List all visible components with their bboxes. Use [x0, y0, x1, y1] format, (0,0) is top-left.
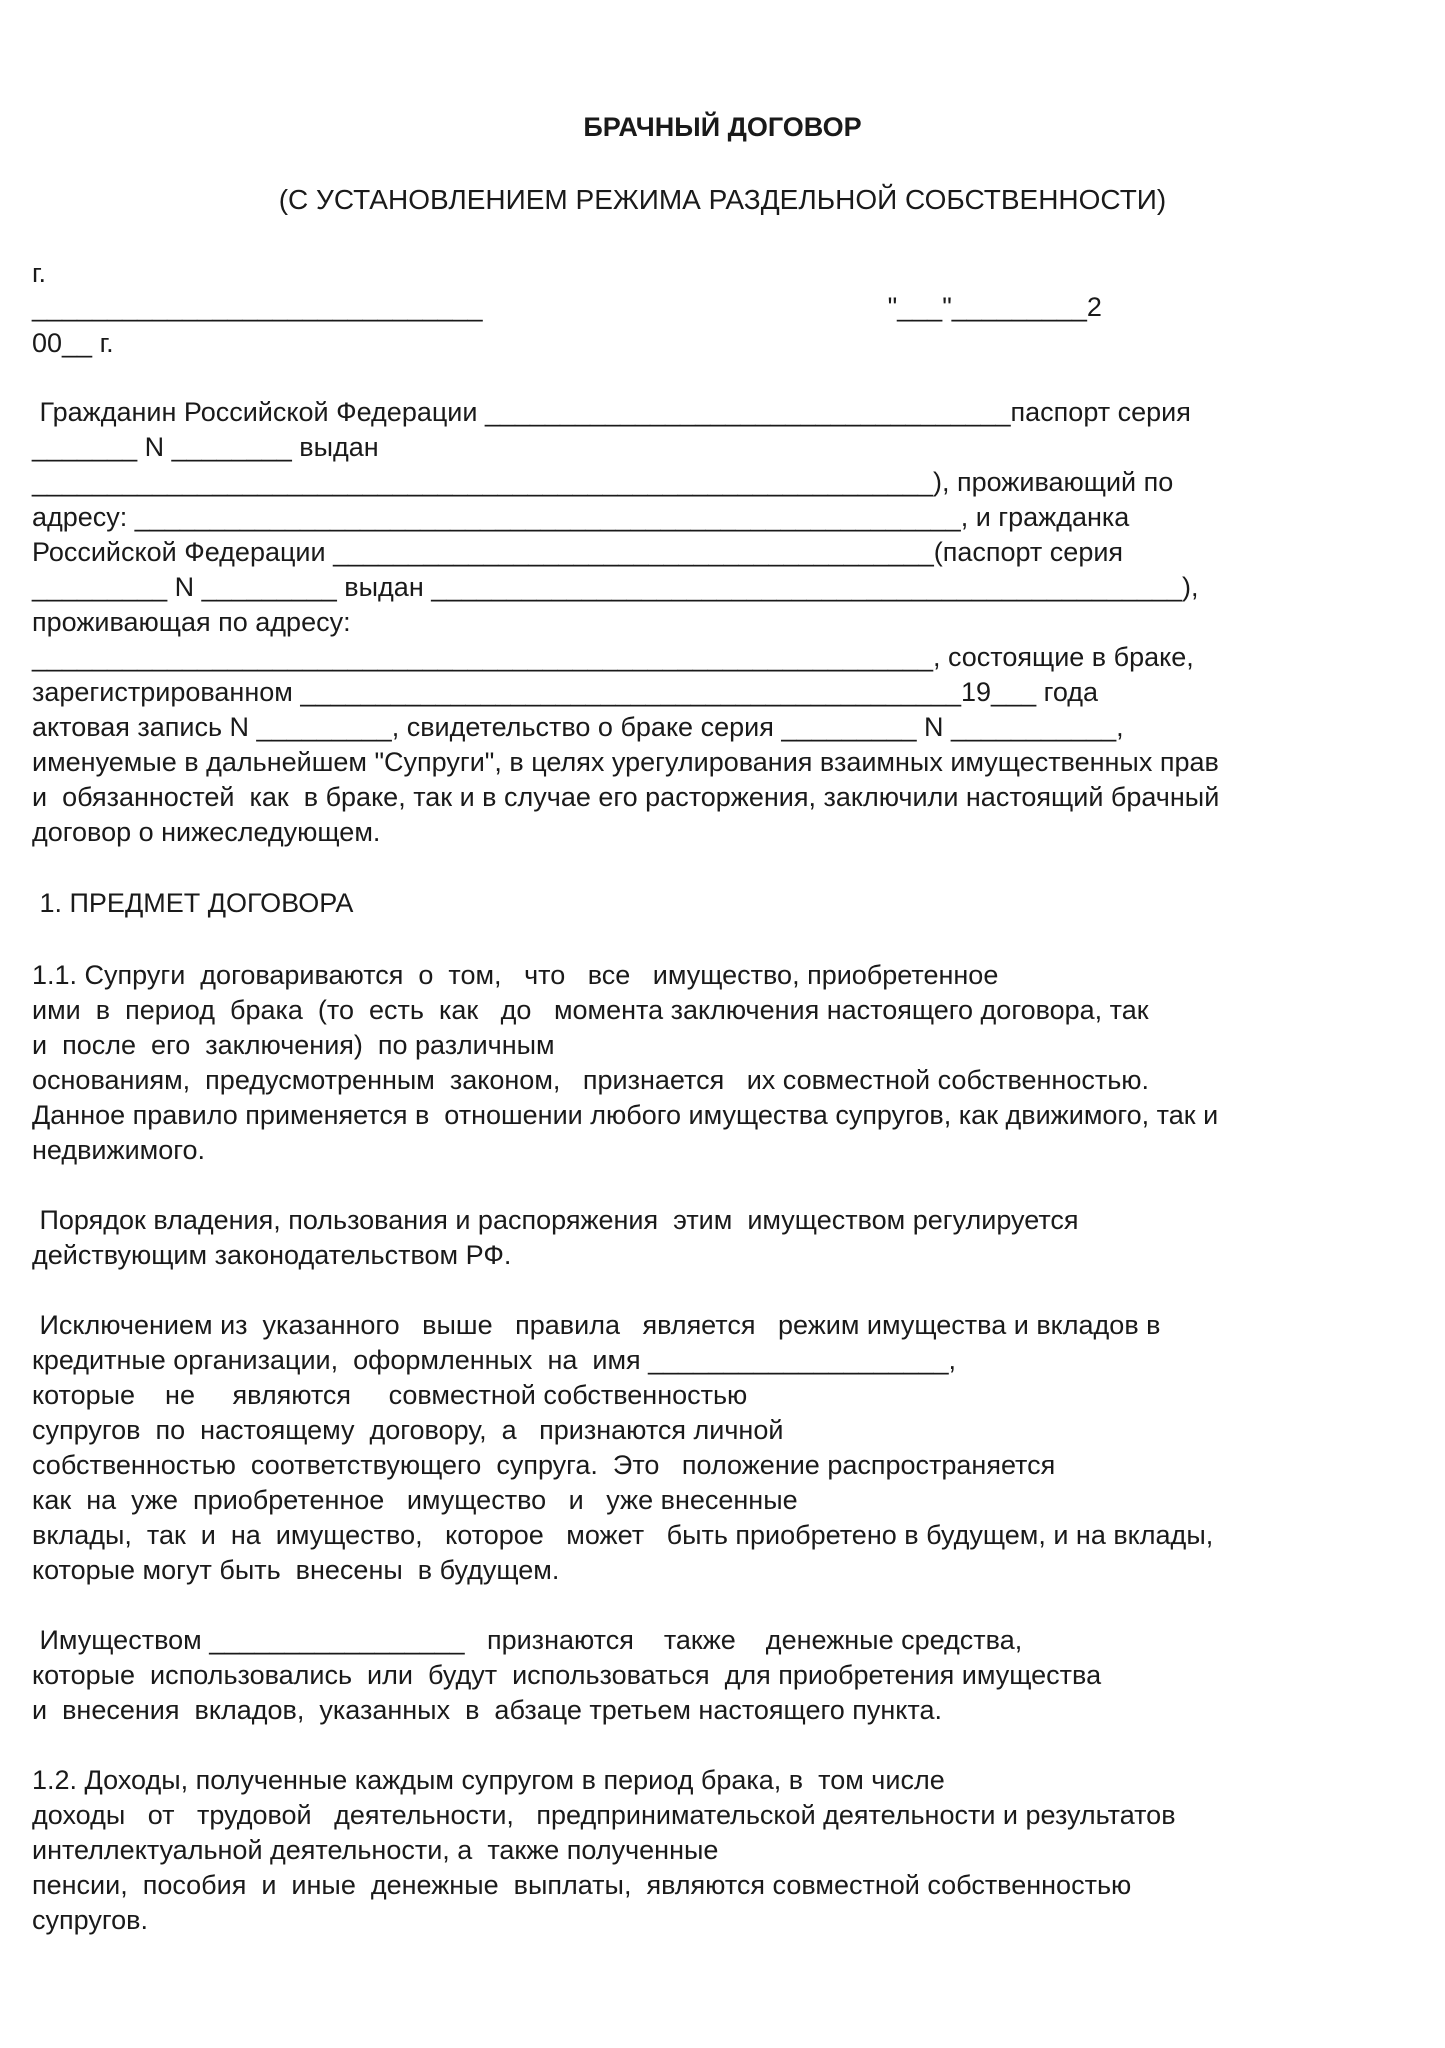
text-line: и после его заключения) по различным — [32, 1030, 555, 1060]
text-line: ______________________________ "___"_________2 — [32, 292, 1102, 322]
text-line: проживающая по адресу: — [32, 607, 351, 637]
text-line: Гражданин Российской Федерации ___________________________________паспорт серия — [32, 397, 1191, 427]
text-line: актовая запись N _________, свидетельство о браке серия _________ N ___________, — [32, 712, 1124, 742]
text-line: собственностью соответствующего супруга. Это положение распространяется — [32, 1450, 1056, 1480]
text-line: 00__ г. — [32, 328, 114, 358]
document-subtitle: (С УСТАНОВЛЕНИЕМ РЕЖИМА РАЗДЕЛЬНОЙ СОБСТВЕННОСТИ) — [278, 184, 1167, 215]
text-line: ____________________________________________________________, состоящие в браке, — [32, 642, 1194, 672]
text-line: недвижимого. — [32, 1135, 206, 1165]
text-line: Исключением из указанного выше правила является режим имущества и вкладов в — [32, 1310, 1161, 1340]
text-line: которые использовались или будут использоваться для приобретения имущества — [32, 1660, 1102, 1690]
text-line: пенсии, пособия и иные денежные выплаты, являются совместной собственностью — [32, 1870, 1132, 1900]
text-line: 1.2. Доходы, полученные каждым супругом в период брака, в том числе — [32, 1765, 945, 1795]
text-line: г. — [32, 258, 47, 288]
text-line: основаниям, предусмотренным законом, признается их совместной собственностью. — [32, 1065, 1150, 1095]
text-line: Российской Федерации ________________________________________(паспорт серия — [32, 537, 1124, 567]
text-line: как на уже приобретенное имущество и уже внесенные — [32, 1485, 798, 1515]
text-line: доходы от трудовой деятельности, предпринимательской деятельности и результатов — [32, 1800, 1176, 1830]
text-line: супругов. — [32, 1905, 148, 1935]
text-line: действующим законодательством РФ. — [32, 1240, 512, 1270]
text-line: _______ N ________ выдан — [32, 432, 379, 462]
text-line: кредитные организации, оформленных на имя ____________________, — [32, 1345, 956, 1375]
text-line: Данное правило применяется в отношении любого имущества супругов, как движимого, так и — [32, 1100, 1219, 1130]
text-line: именуемые в дальнейшем "Супруги", в целях урегулирования взаимных имущественных прав — [32, 747, 1219, 777]
text-line: которые не являются совместной собственностью — [32, 1380, 748, 1410]
text-line: ____________________________________________________________), проживающий по — [32, 467, 1174, 497]
text-line: зарегистрированном ____________________________________________19___ года — [32, 677, 1099, 707]
text-line: и обязанностей как в браке, так и в случае его расторжения, заключили настоящий брачный — [32, 782, 1220, 812]
document-title: БРАЧНЫЙ ДОГОВОР — [583, 112, 862, 142]
text-line: _________ N _________ выдан __________________________________________________), — [32, 572, 1199, 602]
text-line: Порядок владения, пользования и распоряжения этим имуществом регулируется — [32, 1205, 1079, 1235]
text-line: и внесения вкладов, указанных в абзаце третьем настоящего пункта. — [32, 1695, 942, 1725]
section-heading: 1. ПРЕДМЕТ ДОГОВОРА — [32, 888, 354, 918]
text-line: адресу: _______________________________________________________, и гражданка — [32, 502, 1130, 532]
text-line: ими в период брака (то есть как до момента заключения настоящего договора, так — [32, 995, 1149, 1025]
text-line: вклады, так и на имущество, которое может быть приобретено в будущем, и на вклады, — [32, 1520, 1214, 1550]
text-line: супругов по настоящему договору, а признаются личной — [32, 1415, 784, 1445]
text-line: 1.1. Супруги договариваются о том, что все имущество, приобретенное — [32, 960, 999, 990]
text-line: договор о нижеследующем. — [32, 817, 381, 847]
text-line: которые могут быть внесены в будущем. — [32, 1555, 560, 1585]
text-line: интеллектуальной деятельности, а также полученные — [32, 1835, 719, 1865]
text-line: Имуществом _________________ признаются также денежные средства, — [32, 1625, 1023, 1655]
